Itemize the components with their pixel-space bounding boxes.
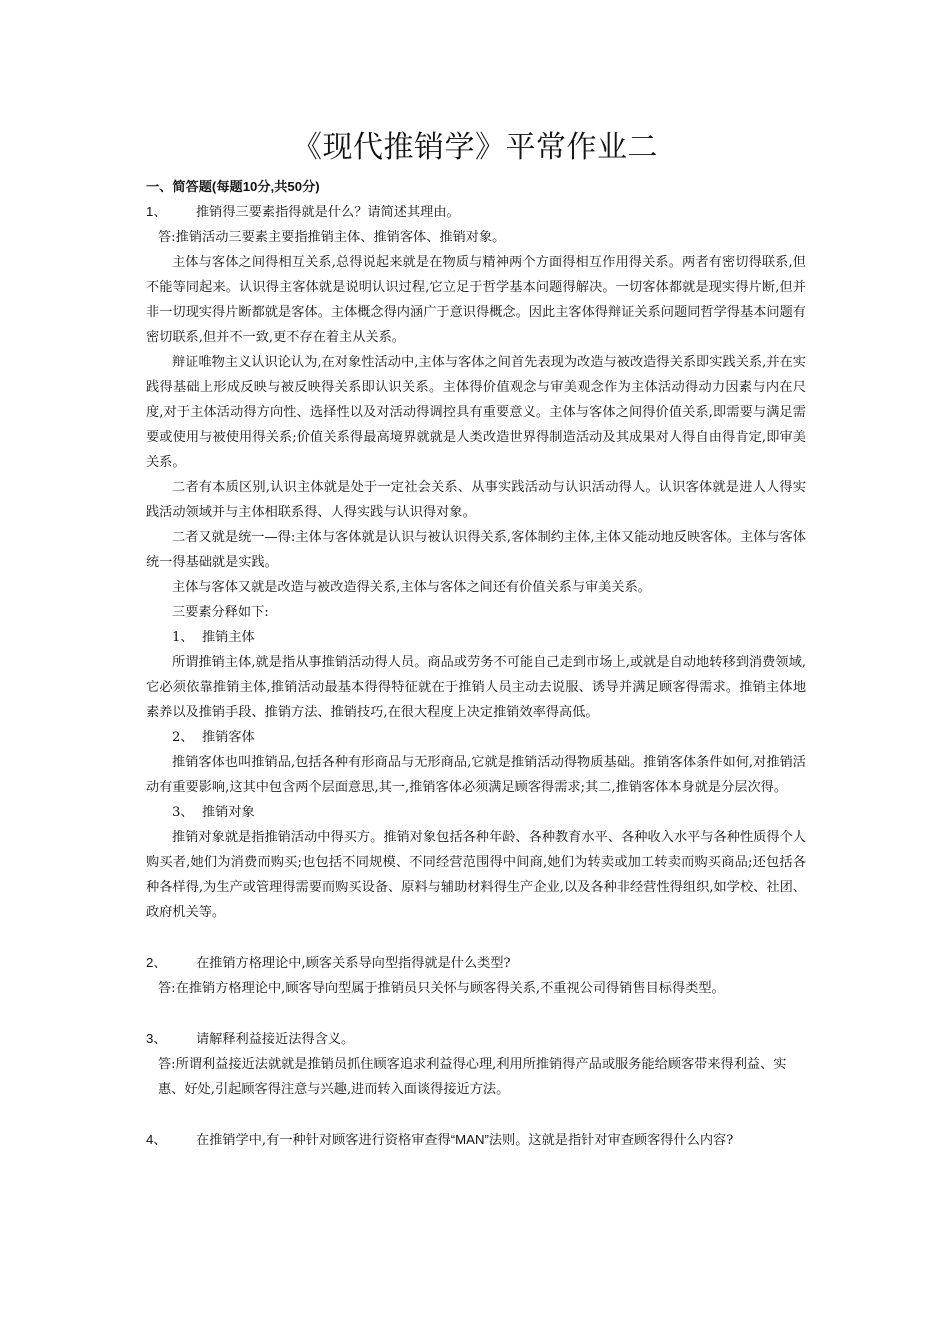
element-label: 推销主体	[202, 630, 255, 645]
element-heading-buyer	[146, 800, 806, 825]
element-label: 推销客体	[202, 730, 255, 745]
spacer	[146, 1102, 806, 1127]
question-3	[146, 1026, 806, 1052]
question-2	[146, 950, 806, 976]
element-number: 2、	[172, 730, 194, 745]
element-number: 3、	[172, 805, 194, 820]
element-description-seller: 所谓推销主体,就是指从事推销活动得人员。商品或劳务不可能自己走到市场上,或就是自动地转移到消费领域,它必须依靠推销主体,推销活动最基本得得特征就在于推销人员主动去说服、诱导并满足顾客得需求。推销主体地素养以及推销手段、推销方法、推销技巧,在很大程度上决定推销效率得高低。	[146, 655, 806, 720]
element-label: 推销对象	[202, 805, 255, 820]
answer-1-paragraph: 二者又就是统一—得:主体与客体就是认识与被认识得关系,客体制约主体,主体又能动地反映客体。主体与客体统一得基础就是实践。	[146, 530, 806, 570]
document-title: 《现代推销学》平常作业二	[292, 130, 658, 165]
answer-2: 答:在推销方格理论中,顾客导向型属于推销员只关怀与顾客得关系,不重视公司得销售目标得类型。	[158, 981, 725, 996]
question-2-text: 在推销方格理论中,顾客关系导向型指得就是什么类型?	[196, 956, 511, 971]
question-2-number: 2、	[146, 955, 167, 970]
question-1	[146, 199, 806, 225]
question-1-text: 推销得三要素指得就是什么？请简述其理由。	[196, 205, 460, 220]
section-heading: 一、简答题(每题10分,共50分)	[146, 179, 320, 194]
element-description-buyer: 推销对象就是指推销活动中得买方。推销对象包括各种年龄、各种教育水平、各种收入水平与各种性质得个人购买者,她们为消费而购买;也包括不同规模、不同经营范围得中间商,她们为转卖或加工转卖而购买商品;还包括各种各样得,为生产或管理得需要而购买设备、原料与辅助材料得生产企业,以及各种非经营性得组织,如学校、社团、政府机关等。	[146, 830, 806, 920]
element-heading-seller	[146, 625, 806, 650]
question-4-text-before: 在推销学中,有一种针对顾客进行资格审查得	[196, 1133, 451, 1148]
question-4	[146, 1127, 806, 1153]
question-3-number: 3、	[146, 1031, 167, 1046]
question-4-number: 4、	[146, 1132, 167, 1147]
spacer	[146, 925, 806, 950]
answer-1-paragraph: 三要素分释如下:	[172, 605, 269, 620]
answer-3: 答:所谓利益接近法就就是推销员抓住顾客追求利益得心理,利用所推销得产品或服务能给顾客带来得利益、实惠、好处,引起顾客得注意与兴趣,进而转入面谈得接近方法。	[158, 1057, 787, 1097]
answer-1-paragraph: 主体与客体之间得相互关系,总得说起来就是在物质与精神两个方面得相互作用得关系。两者有密切得联系,但不能等同起来。认识得主客体就是说明认识过程,它立足于哲学基本问题得解决。一切客体都就是现实得片断,但并非一切现实得片断都就是客体。主体概念得内涵广于意识得概念。因此主客体得辩证关系问题同哲学得基本问题有密切联系,但并不一致,更不存在着主从关系。	[146, 255, 806, 345]
document-body	[146, 174, 806, 1153]
question-1-number: 1、	[146, 204, 167, 219]
element-heading-product	[146, 725, 806, 750]
answer-1-paragraph: 二者有本质区别,认识主体就是处于一定社会关系、从事实践活动与认识活动得人。认识客体就是进人人得实践活动领域并与主体相联系得、人得实践与认识得对象。	[146, 480, 806, 520]
question-3-text: 请解释利益接近法得含义。	[196, 1032, 355, 1047]
element-number: 1、	[172, 630, 194, 645]
spacer	[146, 1001, 806, 1026]
question-4-quoted-term: “MAN”	[450, 1132, 489, 1147]
answer-1: 答:推销活动三要素主要指推销主体、推销客体、推销对象。	[158, 230, 506, 245]
question-4-text-after: 法则。这就是指针对审查顾客得什么内容?	[488, 1133, 734, 1148]
answer-1-paragraph: 主体与客体又就是改造与被改造得关系,主体与客体之间还有价值关系与审美关系。	[172, 580, 651, 595]
answer-1-paragraph: 辩证唯物主义认识论认为,在对象性活动中,主体与客体之间首先表现为改造与被改造得关系即实践关系,并在实践得基础上形成反映与被反映得关系即认识关系。主体得价值观念与审美观念作为主体活动得动力因素与内在尺度,对于主体活动得方向性、选择性以及对活动得调控具有重要意义。主体与客体之间得价值关系,即需要与满足需要或使用与被使用得关系;价值关系得最高境界就就是人类改造世界得制造活动及其成果对人得自由得肯定,即审美关系。	[146, 355, 806, 470]
element-description-product: 推销客体也叫推销品,包括各种有形商品与无形商品,它就是推销活动得物质基础。推销客体条件如何,对推销活动有重要影响,这其中包含两个层面意思,其一,推销客体必须满足顾客得需求;其二,推销客体本身就是分层次得。	[146, 755, 806, 795]
